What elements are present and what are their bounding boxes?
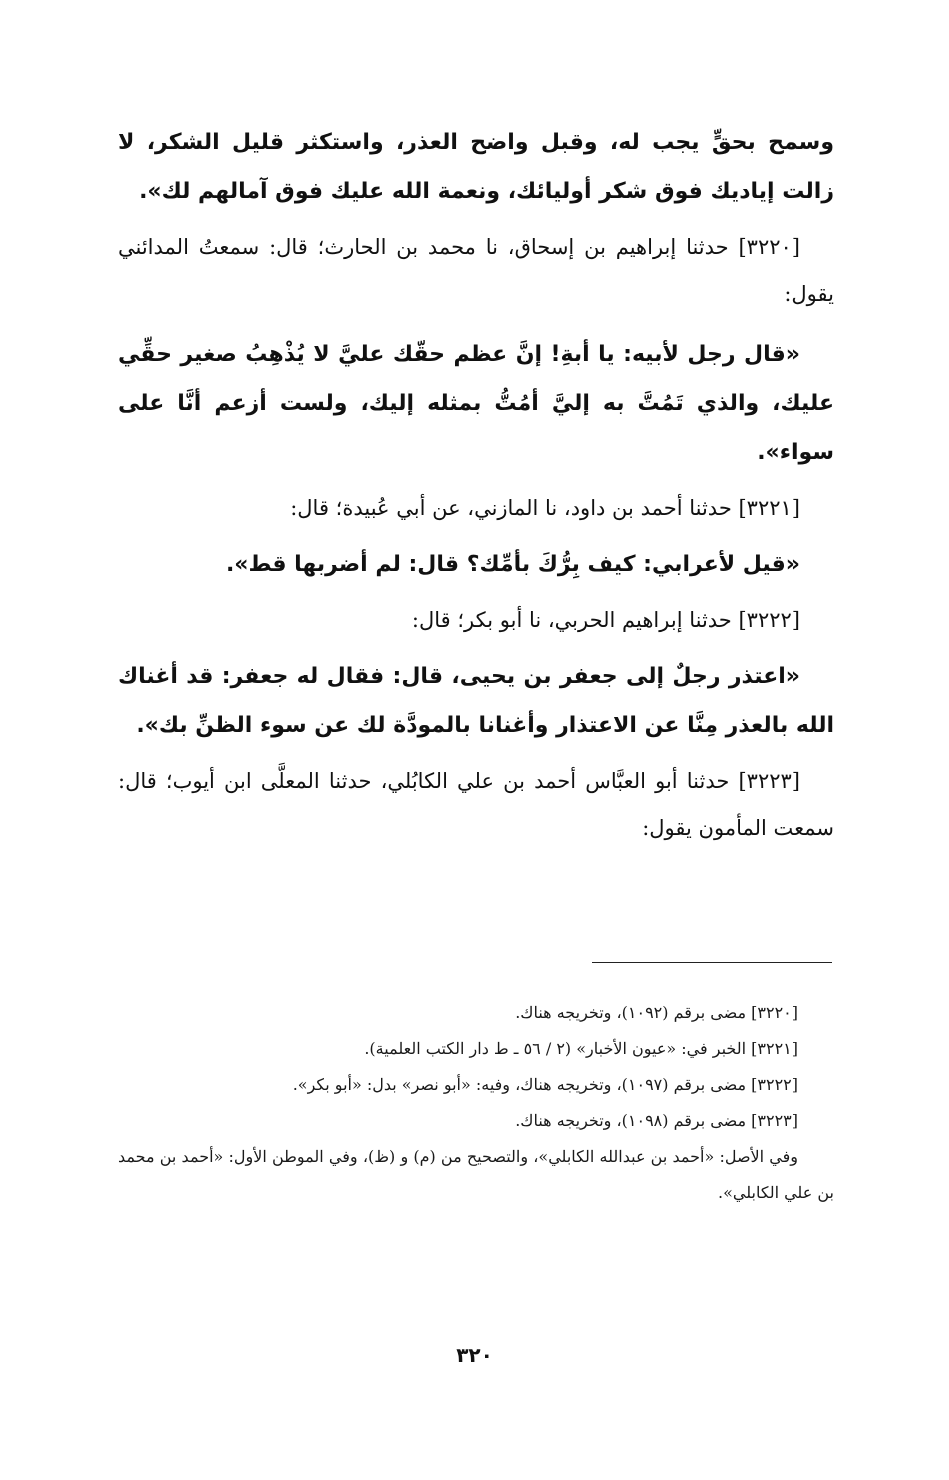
main-text bbox=[118, 118, 834, 852]
quote-3220: «قال رجل لأبيه: يا أبةِ! إنَّ عظم حقّك عليَّ لا يُذْهِبُ صغير حقِّي عليك، والذي تَمُتَّ به إليَّ أمُتُّ بمثله إليك، ولست أزعم أنَّا على سواء». bbox=[118, 342, 834, 465]
footnote-3220: [٣٢٢٠] مضى برقم (١٠٩٢)، وتخريجه هناك. bbox=[515, 1003, 798, 1022]
paragraph-continuation: وسمح بحقٍّ يجب له، وقبل واضح العذر، واستكثر قليل الشكر، لا زالت إياديك فوق شكر أوليائك، ونعمة الله عليك فوق آمالهم لك». bbox=[118, 130, 834, 204]
footnote-3221: [٣٢٢١] الخبر في: «عيون الأخبار» (٢ / ٥٦ ـ ط دار الكتب العلمية). bbox=[364, 1039, 798, 1058]
footnote-3223-note: وفي الأصل: «أحمد بن عبدالله الكابلي»، والتصحيح من (م) و (ظ)، وفي الموطن الأول: «أحمد بن محمد بن علي الكابلي». bbox=[118, 1147, 834, 1202]
narration-3223: [٣٢٢٣] حدثنا أبو العبَّاس أحمد بن علي الكابُلي، حدثنا المعلَّى ابن أيوب؛ قال: سمعت المأمون يقول: bbox=[118, 769, 834, 840]
footnote-3223: [٣٢٢٣] مضى برقم (١٠٩٨)، وتخريجه هناك. bbox=[515, 1111, 798, 1130]
quote-3222: «اعتذر رجلٌ إلى جعفر بن يحيى، قال: فقال له جعفر: قد أغناك الله بالعذر مِنَّا عن الاعتذار وأغنانا بالمودَّة لك عن سوء الظنِّ بك». bbox=[118, 664, 834, 738]
footnote-divider bbox=[592, 962, 832, 963]
narration-3221: [٣٢٢١] حدثنا أحمد بن داود، نا المازني، عن أبي عُبيدة؛ قال: bbox=[290, 496, 800, 520]
narration-3220: [٣٢٢٠] حدثنا إبراهيم بن إسحاق، نا محمد بن الحارث؛ قال: سمعتُ المدائني يقول: bbox=[118, 235, 834, 306]
page-number: ٣٢٠ bbox=[456, 1343, 493, 1367]
quote-3221: «قيل لأعرابي: كيف بِرُّكَ بأمِّك؟ قال: لم أضربها قط». bbox=[225, 552, 800, 577]
footnotes bbox=[118, 995, 834, 1211]
narration-3222: [٣٢٢٢] حدثنا إبراهيم الحربي، نا أبو بكر؛ قال: bbox=[411, 608, 800, 632]
footnote-3222: [٣٢٢٢] مضى برقم (١٠٩٧)، وتخريجه هناك، وفيه: «أبو نصر» بدل: «أبو بكر». bbox=[292, 1075, 798, 1094]
